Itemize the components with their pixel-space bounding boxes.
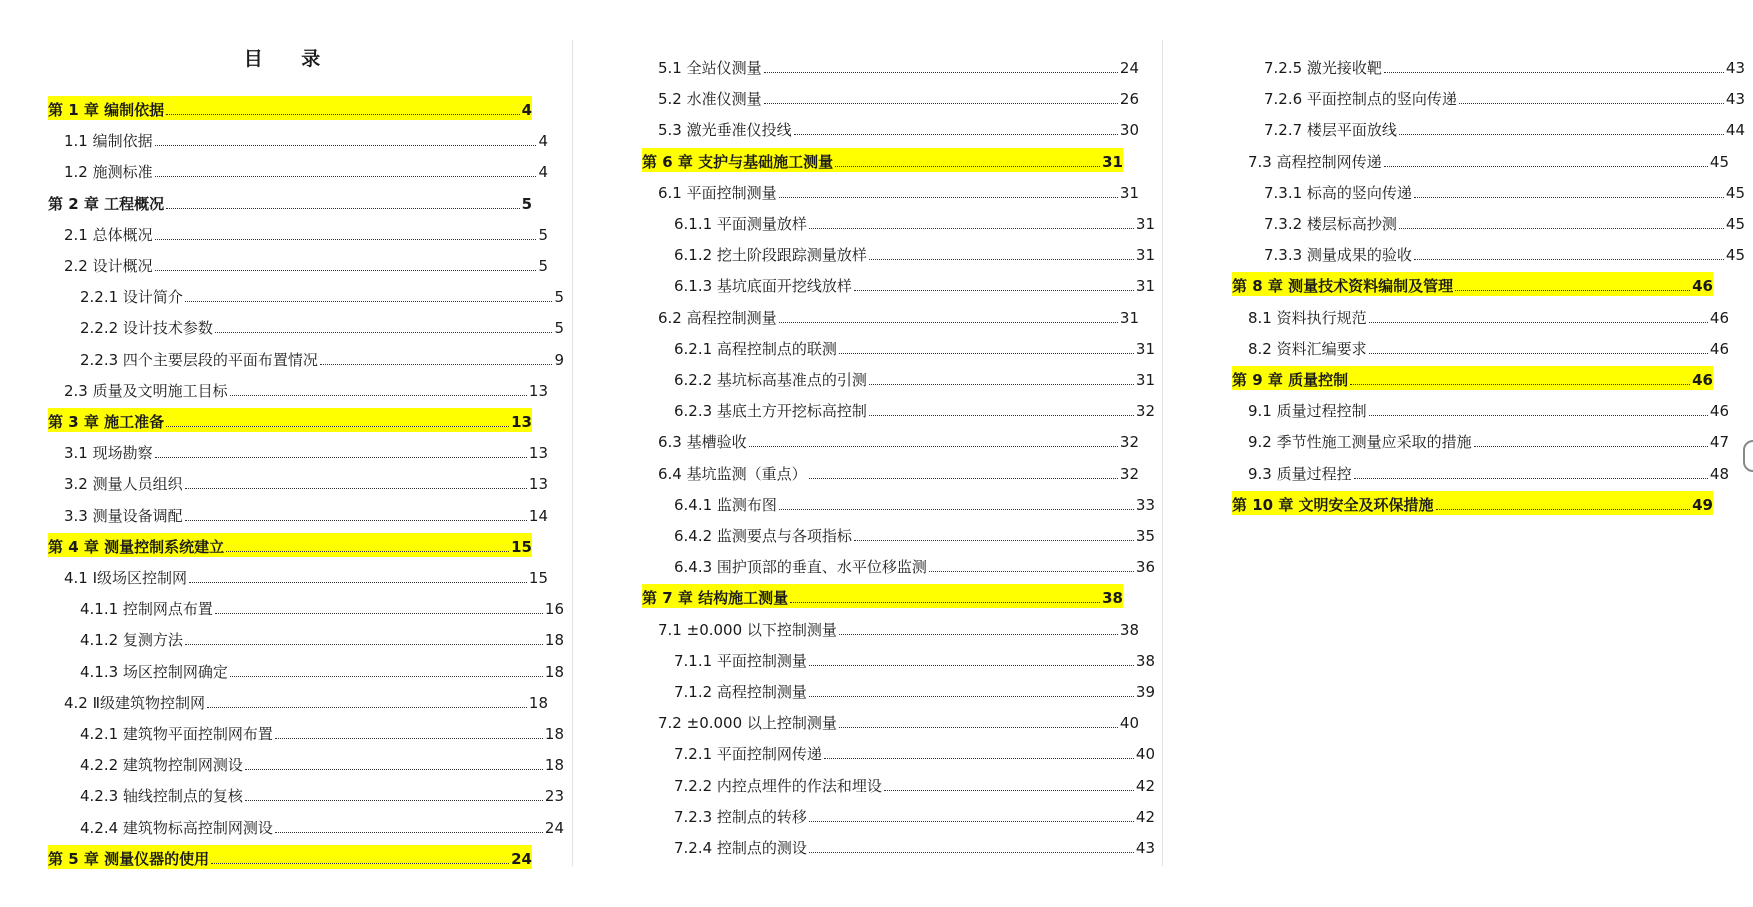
toc-entry-label: 第 7 章 结构施工测量 <box>642 589 789 608</box>
toc-entry-page: 32 <box>1119 433 1139 452</box>
toc-entry[interactable] <box>1232 335 1729 359</box>
dot-leader <box>749 446 1118 447</box>
dot-leader <box>226 551 509 552</box>
toc-entry-label: 4.1 Ⅰ级场区控制网 <box>64 569 188 587</box>
dot-leader <box>1399 228 1724 229</box>
toc-entry[interactable] <box>48 221 548 245</box>
toc-entry[interactable] <box>642 304 1139 328</box>
dot-leader <box>166 208 519 209</box>
dot-leader <box>839 634 1118 635</box>
toc-entry[interactable] <box>48 502 548 526</box>
toc-entry[interactable] <box>1232 428 1729 452</box>
toc-entry[interactable] <box>642 366 1155 390</box>
dot-leader <box>1399 134 1724 135</box>
toc-entry-page: 45 <box>1725 215 1745 233</box>
dot-leader <box>794 134 1118 135</box>
toc-entry[interactable] <box>642 616 1139 640</box>
dot-leader <box>779 322 1118 323</box>
toc-entry-page: 46 <box>1709 402 1729 421</box>
toc-entry-page: 5 <box>538 257 548 275</box>
toc-entry-page: 32 <box>1119 464 1139 483</box>
toc-entry-page: 43 <box>1725 59 1745 77</box>
toc-entry-page: 31 <box>1135 371 1155 389</box>
dot-leader <box>155 457 527 458</box>
dot-leader <box>809 821 1134 822</box>
toc-entry-label: 2.2.1 设计简介 <box>80 288 183 307</box>
dot-leader <box>1455 290 1690 291</box>
toc-entry-page: 46 <box>1709 339 1729 358</box>
column-divider <box>1162 40 1163 866</box>
toc-entry-page: 43 <box>1725 90 1745 109</box>
toc-entry[interactable] <box>642 428 1139 452</box>
toc-entry[interactable] <box>48 658 564 682</box>
toc-entry-page: 26 <box>1119 90 1139 109</box>
dot-leader <box>185 644 543 645</box>
toc-entry-page: 46 <box>1692 371 1713 389</box>
toc-entry-page: 18 <box>528 693 548 712</box>
toc-entry[interactable] <box>48 346 564 370</box>
toc-entry-page: 14 <box>528 506 548 525</box>
dot-leader <box>189 582 527 583</box>
dot-leader <box>166 114 519 115</box>
toc-entry-label: 5.1 全站仪测量 <box>658 59 762 77</box>
toc-entry-page: 23 <box>544 787 564 806</box>
dot-leader <box>869 259 1134 260</box>
toc-entry[interactable] <box>48 314 564 338</box>
dot-leader <box>275 832 543 833</box>
toc-chapter-entry[interactable] <box>642 584 1123 608</box>
scroll-handle[interactable] <box>1743 440 1753 472</box>
toc-entry-label: 5.3 激光垂准仪投线 <box>658 121 792 140</box>
toc-entry-page: 47 <box>1709 433 1729 452</box>
toc-entry-label: 7.1.2 高程控制测量 <box>674 683 807 701</box>
toc-entry-label: 9.2 季节性施工测量应采取的措施 <box>1248 433 1472 452</box>
toc-entry-page: 16 <box>544 600 564 619</box>
toc-entry-label: 9.3 质量过程控 <box>1248 464 1352 483</box>
toc-entry-page: 44 <box>1725 121 1745 140</box>
dot-leader <box>854 290 1134 291</box>
toc-entry-page: 38 <box>1135 651 1155 670</box>
dot-leader <box>245 769 543 770</box>
toc-entry-label: 6.1.1 平面测量放样 <box>674 215 807 233</box>
toc-entry-label: 第 9 章 质量控制 <box>1232 371 1349 389</box>
toc-entry[interactable] <box>48 470 548 494</box>
dot-leader <box>1474 446 1708 447</box>
toc-entry-label: 6.4.1 监测布图 <box>674 495 777 514</box>
toc-entry-page: 4 <box>538 132 548 151</box>
toc-entry[interactable] <box>642 179 1139 203</box>
toc-entry-label: 第 4 章 测量控制系统建立 <box>48 537 225 556</box>
toc-entry-page: 24 <box>511 849 532 868</box>
toc-entry-label: 6.4.3 围护顶部的垂直、水平位移监测 <box>674 558 927 577</box>
toc-entry[interactable] <box>1232 397 1729 421</box>
toc-entry-page: 18 <box>544 725 564 743</box>
dot-leader <box>839 727 1118 728</box>
toc-entry-page: 42 <box>1135 776 1155 795</box>
toc-entry-page: 31 <box>1135 339 1155 358</box>
toc-entry-label: 第 2 章 工程概况 <box>48 194 165 213</box>
dot-leader <box>929 571 1134 572</box>
dot-leader <box>155 239 537 240</box>
dot-leader <box>1414 197 1724 198</box>
toc-entry[interactable] <box>48 782 564 806</box>
dot-leader <box>320 364 553 365</box>
dot-leader <box>824 758 1134 759</box>
toc-chapter-entry[interactable] <box>48 96 532 120</box>
toc-entry[interactable] <box>1232 304 1729 328</box>
toc-entry[interactable] <box>642 522 1155 546</box>
toc-entry-label: 7.2.2 内控点埋件的作法和埋设 <box>674 776 882 795</box>
toc-entry-label: 3.1 现场勘察 <box>64 444 153 463</box>
toc-entry-label: 9.1 质量过程控制 <box>1248 402 1367 421</box>
toc-entry-page: 13 <box>528 381 548 400</box>
toc-entry[interactable] <box>642 740 1155 764</box>
toc-entry-page: 31 <box>1102 152 1123 171</box>
toc-entry-label: 2.2.3 四个主要层段的平面布置情况 <box>80 350 318 369</box>
toc-entry-label: 6.1.3 基坑底面开挖线放样 <box>674 277 852 296</box>
toc-entry[interactable] <box>1232 54 1745 78</box>
toc-entry[interactable] <box>48 689 548 713</box>
dot-leader <box>155 145 537 146</box>
dot-leader <box>809 665 1134 666</box>
toc-entry[interactable] <box>1232 116 1745 140</box>
toc-entry[interactable] <box>48 564 548 588</box>
dot-leader <box>155 176 537 177</box>
toc-entry[interactable] <box>48 252 548 276</box>
toc-entry-label: 4.2.2 建筑物控制网测设 <box>80 756 243 775</box>
toc-entry-page: 5 <box>554 319 564 338</box>
toc-entry[interactable] <box>642 85 1139 109</box>
dot-leader <box>230 395 527 396</box>
dot-leader <box>215 332 553 333</box>
toc-entry-page: 40 <box>1135 745 1155 764</box>
toc-entry-page: 9 <box>554 350 564 369</box>
toc-entry-label: 第 8 章 测量技术资料编制及管理 <box>1232 277 1454 296</box>
dot-leader <box>809 852 1134 853</box>
dot-leader <box>155 270 537 271</box>
toc-entry-page: 5 <box>521 194 532 213</box>
toc-entry-label: 4.2 Ⅱ级建筑物控制网 <box>64 693 206 712</box>
toc-entry-label: 6.3 基槽验收 <box>658 433 747 452</box>
toc-entry-page: 24 <box>544 818 564 837</box>
toc-entry-label: 7.3 高程控制网传递 <box>1248 152 1382 171</box>
toc-entry[interactable] <box>642 803 1155 827</box>
toc-entry-label: 6.4 基坑监测（重点） <box>658 464 807 483</box>
toc-entry-page: 13 <box>511 413 532 431</box>
dot-leader <box>869 384 1134 385</box>
toc-chapter-entry[interactable] <box>1232 272 1713 296</box>
toc-entry-label: 6.2.2 基坑标高基准点的引测 <box>674 371 867 389</box>
toc-entry-page: 35 <box>1135 527 1155 545</box>
toc-entry-label: 7.2.1 平面控制网传递 <box>674 745 822 764</box>
toc-entry[interactable] <box>1232 85 1745 109</box>
toc-entry[interactable] <box>48 595 564 619</box>
toc-entry-page: 38 <box>1102 589 1123 608</box>
toc-entry-page: 42 <box>1135 807 1155 826</box>
toc-entry-page: 13 <box>528 475 548 494</box>
toc-entry-page: 18 <box>544 631 564 650</box>
toc-entry[interactable] <box>642 491 1155 515</box>
dot-leader <box>1369 353 1708 354</box>
dot-leader <box>1354 478 1708 479</box>
toc-entry-label: 6.1.2 挖土阶段跟踪测量放样 <box>674 246 867 265</box>
toc-entry[interactable] <box>642 553 1155 577</box>
toc-entry-page: 5 <box>554 288 564 307</box>
toc-entry[interactable] <box>1232 210 1745 234</box>
toc-entry-page: 18 <box>544 756 564 775</box>
toc-entry-label: 7.3.3 测量成果的验收 <box>1264 246 1412 265</box>
dot-leader <box>245 800 543 801</box>
toc-entry-label: 7.2 ±0.000 以上控制测量 <box>658 714 837 733</box>
toc-entry-page: 24 <box>1119 59 1139 77</box>
toc-entry-label: 7.2.6 平面控制点的竖向传递 <box>1264 90 1457 109</box>
toc-entry-label: 7.2.3 控制点的转移 <box>674 807 807 826</box>
toc-entry-label: 3.2 测量人员组织 <box>64 475 183 494</box>
toc-entry-page: 30 <box>1119 121 1139 140</box>
toc-entry[interactable] <box>642 772 1155 796</box>
toc-entry-label: 7.2.5 激光接收靶 <box>1264 59 1382 77</box>
toc-entry[interactable] <box>642 397 1155 421</box>
toc-chapter-entry[interactable] <box>1232 491 1713 515</box>
toc-entry-label: 第 10 章 文明安全及环保措施 <box>1232 495 1434 514</box>
dot-leader <box>790 602 1100 603</box>
dot-leader <box>854 540 1134 541</box>
toc-entry-label: 6.1 平面控制测量 <box>658 183 777 202</box>
toc-chapter-entry[interactable] <box>48 408 532 432</box>
toc-entry[interactable] <box>1232 179 1745 203</box>
dot-leader <box>185 301 553 302</box>
toc-entry-label: 4.2.4 建筑物标高控制网测设 <box>80 818 273 837</box>
dot-leader <box>1384 166 1708 167</box>
toc-entry-label: 4.1.1 控制网点布置 <box>80 600 213 619</box>
dot-leader <box>809 696 1134 697</box>
toc-entry-page: 39 <box>1135 683 1155 701</box>
dot-leader <box>809 228 1134 229</box>
toc-entry-page: 15 <box>511 537 532 556</box>
dot-leader <box>1350 384 1690 385</box>
toc-entry[interactable] <box>1232 241 1745 265</box>
toc-entry-page: 49 <box>1692 495 1713 514</box>
toc-entry-page: 13 <box>528 444 548 463</box>
toc-entry[interactable] <box>48 158 548 182</box>
toc-entry[interactable] <box>48 814 564 838</box>
dot-leader <box>1369 322 1708 323</box>
dot-leader <box>884 790 1134 791</box>
toc-entry-label: 7.2.7 楼层平面放线 <box>1264 121 1397 140</box>
toc-entry-page: 32 <box>1135 402 1155 421</box>
toc-chapter-entry[interactable] <box>48 190 532 214</box>
toc-entry[interactable] <box>642 834 1155 858</box>
dot-leader <box>764 103 1118 104</box>
toc-entry[interactable] <box>642 116 1139 140</box>
dot-leader <box>211 863 509 864</box>
toc-entry[interactable] <box>48 720 564 744</box>
toc-entry-label: 8.2 资料汇编要求 <box>1248 339 1367 358</box>
toc-entry[interactable] <box>642 460 1139 484</box>
toc-entry-label: 6.2.3 基底土方开挖标高控制 <box>674 402 867 421</box>
dot-leader <box>166 426 509 427</box>
toc-entry-label: 4.1.2 复测方法 <box>80 631 183 650</box>
toc-entry-page: 31 <box>1135 246 1155 265</box>
dot-leader <box>1384 72 1724 73</box>
toc-entry-page: 31 <box>1135 215 1155 233</box>
toc-entry[interactable] <box>48 439 548 463</box>
toc-entry-label: 5.2 水准仪测量 <box>658 90 762 109</box>
toc-entry[interactable] <box>642 272 1155 296</box>
dot-leader <box>275 738 543 739</box>
toc-entry[interactable] <box>48 377 548 401</box>
toc-entry[interactable] <box>642 54 1139 78</box>
toc-entry[interactable] <box>642 210 1155 234</box>
toc-entry-page: 46 <box>1692 277 1713 296</box>
toc-entry-page: 38 <box>1119 620 1139 639</box>
toc-entry-label: 7.3.2 楼层标高抄测 <box>1264 215 1397 233</box>
toc-entry-label: 8.1 资料执行规范 <box>1248 308 1367 327</box>
toc-entry-label: 2.2.2 设计技术参数 <box>80 319 213 338</box>
toc-entry-page: 18 <box>544 662 564 681</box>
toc-entry-label: 4.1.3 场区控制网确定 <box>80 662 228 681</box>
dot-leader <box>230 676 543 677</box>
toc-entry-label: 1.1 编制依据 <box>64 132 153 151</box>
toc-entry-page: 46 <box>1709 308 1729 327</box>
toc-entry-label: 7.3.1 标高的竖向传递 <box>1264 183 1412 202</box>
toc-entry[interactable] <box>642 678 1155 702</box>
toc-entry-page: 45 <box>1725 246 1745 265</box>
toc-entry[interactable] <box>642 335 1155 359</box>
toc-chapter-entry[interactable] <box>1232 366 1713 390</box>
toc-entry-page: 5 <box>538 225 548 244</box>
dot-leader <box>185 488 527 489</box>
toc-entry-label: 4.2.1 建筑物平面控制网布置 <box>80 725 273 743</box>
toc-entry-label: 4.2.3 轴线控制点的复核 <box>80 787 243 806</box>
toc-entry[interactable] <box>48 751 564 775</box>
toc-entry-label: 7.1 ±0.000 以下控制测量 <box>658 620 837 639</box>
toc-entry-page: 43 <box>1135 839 1155 857</box>
toc-chapter-entry[interactable] <box>642 148 1123 172</box>
dot-leader <box>869 415 1134 416</box>
dot-leader <box>764 72 1118 73</box>
toc-entry-page: 48 <box>1709 464 1729 483</box>
dot-leader <box>779 197 1118 198</box>
dot-leader <box>835 166 1100 167</box>
toc-entry-label: 7.2.4 控制点的测设 <box>674 839 807 857</box>
toc-entry-page: 36 <box>1135 558 1155 577</box>
dot-leader <box>1459 103 1724 104</box>
dot-leader <box>215 613 543 614</box>
toc-entry-page: 4 <box>521 101 532 119</box>
toc-entry[interactable] <box>1232 460 1729 484</box>
toc-entry-label: 6.2 高程控制测量 <box>658 308 777 327</box>
toc-entry-label: 7.1.1 平面控制测量 <box>674 651 807 670</box>
toc-entry[interactable] <box>1232 148 1729 172</box>
toc-entry[interactable] <box>642 647 1155 671</box>
toc-entry[interactable] <box>48 283 564 307</box>
toc-entry-page: 33 <box>1135 495 1155 514</box>
dot-leader <box>1369 415 1708 416</box>
toc-entry[interactable] <box>48 127 548 151</box>
toc-entry-page: 4 <box>538 163 548 182</box>
toc-entry-label: 2.2 设计概况 <box>64 257 153 275</box>
dot-leader <box>1414 259 1724 260</box>
toc-entry-label: 6.2.1 高程控制点的联测 <box>674 339 837 358</box>
toc-entry[interactable] <box>642 709 1139 733</box>
toc-entry-page: 45 <box>1725 183 1745 202</box>
toc-entry-page: 31 <box>1135 277 1155 296</box>
column-divider <box>572 40 573 866</box>
toc-chapter-entry[interactable] <box>48 845 532 869</box>
dot-leader <box>809 478 1118 479</box>
toc-entry-label: 第 1 章 编制依据 <box>48 101 165 119</box>
dot-leader <box>185 520 527 521</box>
toc-entry-label: 第 5 章 测量仪器的使用 <box>48 849 210 868</box>
toc-entry-label: 2.1 总体概况 <box>64 225 153 244</box>
toc-chapter-entry[interactable] <box>48 533 532 557</box>
toc-entry[interactable] <box>642 241 1155 265</box>
toc-entry-page: 45 <box>1709 152 1729 171</box>
dot-leader <box>839 353 1134 354</box>
toc-entry-label: 3.3 测量设备调配 <box>64 506 183 525</box>
dot-leader <box>207 707 527 708</box>
toc-entry-label: 6.4.2 监测要点与各项指标 <box>674 527 852 545</box>
toc-entry-page: 40 <box>1119 714 1139 733</box>
toc-entry[interactable] <box>48 626 564 650</box>
toc-entry-label: 第 6 章 支护与基础施工测量 <box>642 152 834 171</box>
toc-entry-page: 15 <box>528 569 548 587</box>
toc-title: 目 录 <box>243 48 337 70</box>
toc-entry-label: 2.3 质量及文明施工目标 <box>64 381 228 400</box>
toc-entry-page: 31 <box>1119 183 1139 202</box>
toc-entry-label: 1.2 施测标准 <box>64 163 153 182</box>
dot-leader <box>1436 509 1691 510</box>
dot-leader <box>779 509 1134 510</box>
toc-entry-label: 第 3 章 施工准备 <box>48 413 165 431</box>
toc-entry-page: 31 <box>1119 308 1139 327</box>
